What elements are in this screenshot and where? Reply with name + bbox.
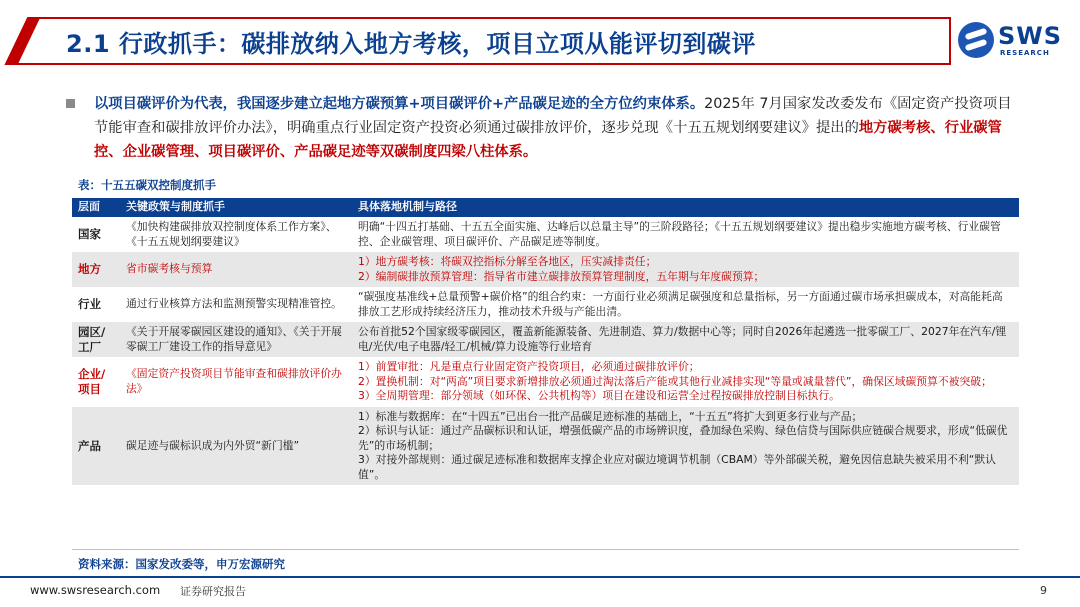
row-mechanism	[352, 217, 1019, 252]
table-header-row	[72, 198, 1019, 217]
intro-highlight: 地方碳考核、行业碳管控、企业碳管理、项目碳评价、产品碳足迹等双碳制度四梁八柱体系。	[94, 120, 1002, 160]
source-divider	[72, 549, 1019, 550]
table-caption: 表：十五五碳双控制度抓手	[78, 178, 216, 192]
table-row	[72, 322, 1019, 357]
row-policy: 通过行业核算方法和监测预警实现精准管控。	[126, 297, 342, 311]
page-number: 9	[1040, 584, 1047, 597]
sws-logo-icon	[958, 22, 994, 58]
row-level: 地方	[72, 252, 120, 287]
logo-subtext: RESEARCH	[1000, 49, 1050, 57]
mechanism-line: 1）地方碳考核：将碳双控指标分解至各地区，压实减排责任；	[358, 255, 657, 268]
row-mechanism	[352, 287, 1019, 322]
row-level: 国家	[78, 227, 101, 242]
mechanism-line: 1）前置审批：凡是重点行业固定资产投资项目，必须通过碳排放评价；	[358, 360, 700, 373]
row-policy: 碳足迹与碳标识成为内外贸“新门槛”	[120, 407, 352, 486]
mechanism-line: 2）编制碳排放预算管理：指导省市建立碳排放预算管理制度，五年期与年度碳预算；	[358, 269, 765, 283]
row-mechanism	[352, 407, 1019, 486]
mechanism-line: 公布首批52个国家级零碳园区，覆盖新能源装备、先进制造、算力/数据中心等；同时自2026年起遴选一批零碳工厂、2027年在汽车/锂电/光伏/电子电器/轻工/机械/算力设施等行业培育	[358, 325, 1007, 353]
row-policy: 《关于开展零碳园区建设的通知》、《关于开展零碳工厂建设工作的指导意见》	[120, 322, 352, 357]
mechanism-line: 3）全周期管理：部分领域（如环保、公共机构等）项目在建设和运营全过程按碳排放控制目标执行。	[358, 389, 840, 402]
footer-report-label: 证券研究报告	[180, 585, 246, 598]
logo-text: SWS	[998, 22, 1063, 50]
row-mechanism	[352, 322, 1019, 357]
table-row	[72, 287, 1019, 322]
mechanism-line: 1）标准与数据库：在“十四五”已出台一批产品碳足迹标准的基础上，“十五五”将扩大到更多行业与产品；	[358, 409, 863, 423]
page-title: 2.1 行政抓手：碳排放纳入地方考核，项目立项从能评切到碳评	[66, 30, 756, 58]
column-header-policy: 关键政策与制度抓手	[120, 198, 352, 217]
mechanism-line: 明确“十四五打基础、十五五全面实施、达峰后以总量主导”的三阶段路径；《十五五规划纲要建议》提出稳步实施地方碳考核、行业碳管控、企业碳管理、项目碳评价、产品碳足迹等制度。	[358, 220, 1001, 248]
row-level: 行业	[78, 297, 101, 312]
table-row	[72, 407, 1019, 486]
mechanism-line: 2）置换机制：对“两高”项目要求新增排放必须通过淘汰落后产能或其他行业减排实现“等量或减量替代”，确保区域碳预算不被突破；	[358, 374, 992, 388]
row-policy: 省市碳考核与预算	[120, 252, 352, 287]
intro-paragraph	[66, 92, 1021, 164]
column-header-level: 层面	[72, 198, 120, 217]
mechanism-line: 3）对接外部规则：通过碳足迹标准和数据库支撑企业应对碳边境调节机制（CBAM）等外部碳关税，避免因信息缺失被采用不利“默认值”。	[358, 453, 996, 481]
column-header-mechanism: 具体落地机制与路径	[352, 198, 1019, 217]
mechanism-line: 2）标识与认证：通过产品碳标识和认证，增强低碳产品的市场辨识度，叠加绿色采购、绿色信贷与国际供应链碳合规要求，形成“低碳优先”的市场机制；	[358, 424, 1008, 452]
footer-rule	[0, 576, 1080, 578]
row-policy: 《固定资产投资项目节能审查和碳排放评价办法》	[126, 367, 342, 395]
policy-table	[72, 198, 1019, 485]
row-level: 园区/工厂	[72, 322, 120, 357]
intro-body: 2025年 7月国家发改委发布《固定资产投资项目节能审查和碳排放评价办法》，明确重点行业固定资产投资必须通过碳排放评价，逐步兑现《十五五规划纲要建议》提出的	[94, 96, 1012, 136]
mechanism-line: “碳强度基准线+总量预警+碳价格”的组合约束：一方面行业必须满足碳强度和总量指标，另一方面通过碳市场承担碳成本，对高能耗高排放工艺形成持续经济压力，推动技术升级与产能出清。	[358, 290, 1003, 318]
row-mechanism	[352, 357, 1019, 407]
row-level: 产品	[72, 407, 120, 486]
row-level: 企业/项目	[78, 367, 106, 396]
table-row	[72, 357, 1019, 407]
sws-logo	[958, 20, 1068, 60]
table-row	[72, 217, 1019, 252]
footer-website-link[interactable]: www.swsresearch.com	[30, 583, 161, 597]
row-mechanism	[352, 252, 1019, 287]
row-policy: 《加快构建碳排放双控制度体系工作方案》、《十五五规划纲要建议》	[126, 220, 337, 248]
source-note: 资料来源：国家发改委等，申万宏源研究	[78, 557, 285, 571]
table-row	[72, 252, 1019, 287]
intro-lead: 以项目碳评价为代表，我国逐步建立起地方碳预算+项目碳评价+产品碳足迹的全方位约束体系。	[94, 96, 705, 112]
table-body	[72, 217, 1019, 485]
